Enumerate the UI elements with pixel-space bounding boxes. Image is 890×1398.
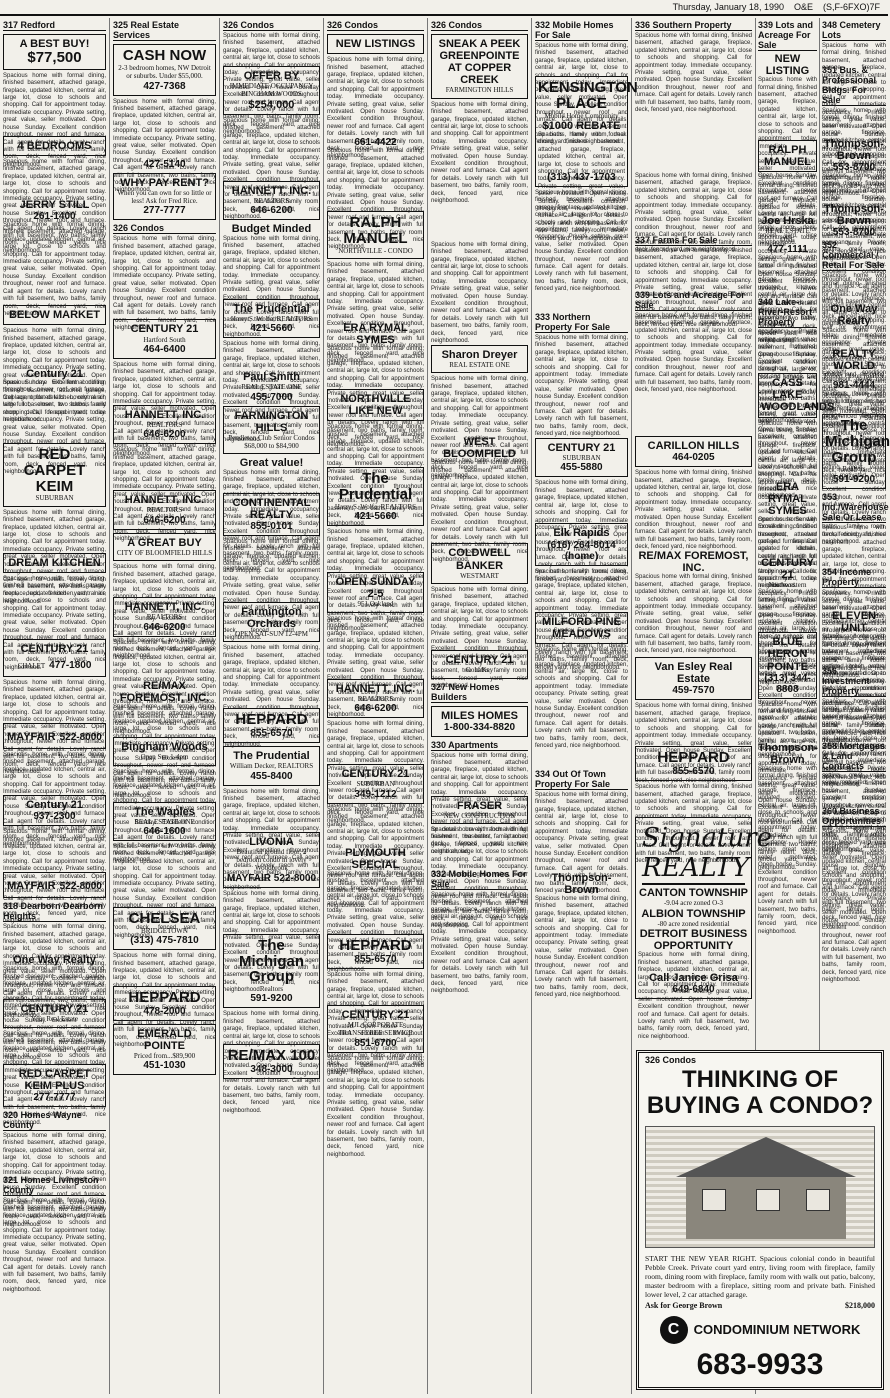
section-heading: 348 Cemetery Lots xyxy=(822,20,886,41)
section-heading: 332 Mobile Homes For Sale xyxy=(431,869,527,890)
section-heading: 333 Northern Property For Sale xyxy=(535,312,628,333)
listing-ad: The Waples REAL ESTATE ONE 646-1600 xyxy=(113,802,216,841)
listing-ad: WHY PAY RENT? When you can own for so little or less! Ask for Fred Rice. 277-7777 xyxy=(113,173,216,221)
listing-ad: FRASER NEW CONSTRUCTION xyxy=(431,796,528,824)
listing-ad: RED CARPET KEIM PLUS 277-7777 xyxy=(3,1064,106,1107)
listing-ad: The Prudential William Decker, REALTORS 455-8400 xyxy=(223,746,320,785)
section-heading: 351 Bus. & Professional Bldgs. For Sale xyxy=(822,65,886,106)
listing-ad: HANNETT, INC. REALTORS 646-6200 xyxy=(113,490,216,529)
listing-ad: CENTURY 21 Gold Key xyxy=(431,650,528,678)
signature-realty-ad: Signature REALTY CANTON TOWNSHIP -9.04 acre zoned O-3 ALBION TOWNSHIP -80 acre zoned residential DETROIT BUSINESS OPPORTUNITY Spacious home with formal dining, finished basement, attached garage, fireplace, updated kitchen, central air, large lot, close to schools and shopping. Call for appointment today. Immediate occupancy. Private setting, great value, seller motivated. Open house Sunday. Excellent condition throughout, newer roof and furnace. Call agent for details. Lovely ranch with full basement, two baths, family room, deck, fenced yard, nice neighborhood. Call Janice Grisa 649-6840 xyxy=(635,817,752,999)
section-heading: 326 Condos xyxy=(645,1055,697,1065)
listing-ad: CENTURY 21 Hartford South 464-6400 xyxy=(113,319,216,358)
column-4: 326 Condos NEW LISTINGS Spacious home with formal dining, finished basement, attached garage, fireplace, updated kitchen, central air, large lot, close to schools and shopping. Call for appointment today. Immediate occupancy. Private setting, great value, seller motivated. Open house Sunday. Excellent condition throughout, newer roof and furnace. Call agent for details. Lovely ranch with full basement, two baths, family room, deck, fenced yard, nice neighborhood. 661-4422 Spacious home with formal dining, finished basement, attached garage, fireplace, updated kitchen, central air, large lot, close to schools and shopping. Call for appointment today. Immediate occupancy. Private setting, great value, seller motivated. Open house Sunday. Excellent condition throughout, newer roof and furnace. Call agent for details. Lovely ranch with full basement, two baths, family room, deck, fenced yard, nice neighborhood. RALPH MANUEL NORTHVILLE - CONDO Spacious home with formal dining, finished basement, attached garage, fireplace, updated kitchen, central air, large lot, close to schools and shopping. Call for appointment today. Immediate occupancy. Private setting, great value, seller motivated. Open house Sunday. Excellent condition throughout, newer roof and furnace. Call agent for details. Lovely ranch with full basement, two baths, family room, deck, fenced yard, nice neighborhood. ERA RYMAL SYMES Spacious home with formal dining, finished basement, attached garage, fireplace, updated kitchen, central air, large lot, close to schools and shopping. Call for appointment today. Immediate occupancy. Private setting, great value, seller motivated. Open house Sunday. Excellent condition throughout, newer roof and furnace. Call agent for details. Lovely ranch with full basement, two baths, family room, deck, fenced yard, nice neighborhood. NORTHVILLE LIKE NEW Spacious home with formal dining, finished basement, attached garage, fireplace, updated kitchen, central air, large lot, close to schools and shopping. Call for appointment today. Immediate occupancy. Private setting, great value, seller motivated. Open house Sunday. Excellent condition throughout, newer roof and furnace. Call agent for details. Lovely ranch with full basement, two baths, family room, deck, fenced yard, nice neighborhood. The Prudential Harry S. Wolfe, REALTORS 421-5660 Spacious home with formal dining, finished basement, attached garage, fireplace, updated kitchen, central air, large lot, close to schools and shopping. Call for appointment today. Immediate occupancy. Private setting, great value, seller motivated. Open house Sunday. Excellent condition throughout, newer roof and furnace. Call agent for details. Lovely ranch with full basement, two baths, family room, deck, fenced yard, nice neighborhood. OPEN SUNDAY 2-5 951 Oakland Spacious home with formal dining, finished basement, attached garage, fireplace, updated kitchen, central air, large lot, close to schools and shopping. Call for appointment today. Immediate occupancy. Private setting, great value, seller motivated. Open house Sunday. Excellent condition throughout, newer roof and furnace. Call agent for details. Lovely ranch with full basement, two baths, family room, deck, fenced yard, nice neighborhood. HANNETT, INC. REALTORS 646-6200 Spacious home with formal dining, finished basement, attached garage, fireplace, updated kitchen, central air, large lot, close to schools and shopping. Call for appointment today. Immediate occupancy. Private setting, great value, seller motivated. Open house Sunday. Excellent condition throughout, newer roof and furnace. Call agent for details. Lovely ranch with full basement, two baths, family room, deck, fenced yard, nice neighborhood. CENTURY 21 SUBURBAN 349-1212 Spacious home with formal dining, finished basement, attached garage, fireplace, updated kitchen, central air, large lot, close to schools and shopping. Call for appointment today. Immediate occupancy. Private setting, great value, seller motivated. Open house Sunday. Excellent condition throughout, newer roof and furnace. Call agent for details. Lovely ranch with full basement, two baths, family room, deck, fenced yard, nice neighborhood. PLYMOUTH SPECIAL Spacious home with formal dining, finished basement, attached garage, fireplace, updated kitchen, central air, large lot, close to schools and shopping. Call for appointment today. Immediate occupancy. Private setting, great value, seller motivated. Open house Sunday. Excellent condition throughout, newer roof and furnace. Call agent for details. Lovely ranch with full basement, two baths, family room, deck, fenced yard, nice neighborhood. HEPPARD 855-6570 Spacious home with formal dining, finished basement, attached garage, fireplace, updated kitchen, central air, large lot, close to schools and shopping. Call for appointment today. Immediate occupancy. Private setting, great value, seller motivated. Open house Sunday. Excellent condition throughout, newer roof and furnace. Call agent for details. Lovely ranch with full basement, two baths, family room, deck, fenced yard, nice neighborhood. CENTURY 21 MJL CORPORATE TRANSFEREE SERVICE 851-6700 Spacious home with formal dining, finished basement, attached garage, fireplace, updated kitchen, central air, large lot, close to schools and shopping. Call for appointment today. Immediate occupancy. Private setting, great value, seller motivated. Open house Sunday. Excellent condition throughout, newer roof and furnace. Call agent for details. Lovely ranch with full basement, two baths, family room, deck, fenced yard, nice neighborhood. xyxy=(324,18,428,1394)
listing-ad: Farmington Orchards OPEN SAT-SUN 12-4PM xyxy=(223,602,320,643)
listing-ad: CASH NOW 2-3 bedroom homes, NW Detroit or suburbs. Under $55,000. 427-7368 xyxy=(113,44,216,96)
listing-ad: CENTURY 21 MJL CORPORATE TRANSFEREE SERVICE 851-6700 xyxy=(327,1005,424,1053)
listing-ad: CHELSEA BRIDGETOWN (313) 475-7810 xyxy=(113,907,216,950)
logo-icon: C xyxy=(660,1316,688,1344)
listing-ad: MILES HOMES 1-800-334-8820 xyxy=(431,706,528,737)
column-2: 325 Real Estate Services CASH NOW 2-3 bedroom homes, NW Detroit or suburbs. Under $55,000. 427-7368 Spacious home with formal dining, finished basement, attached garage, fireplace, updated kitchen, central air, large lot, close to schools and shopping. Call for appointment today. Immediate occupancy. Private setting, great value, seller motivated. Open house Sunday. Excellent condition throughout, newer roof and furnace. Call agent for details. Lovely ranch with full basement, two baths, family room, deck, fenced yard, nice neighborhood. 427-5140 WHY PAY RENT? When you can own for so little or less! Ask for Fred Rice. 277-7777 326 Condos Spacious home with formal dining, finished basement, attached garage, fireplace, updated kitchen, central air, large lot, close to schools and shopping. Call for appointment today. Immediate occupancy. Private setting, great value, seller motivated. Open house Sunday. Excellent condition throughout, newer roof and furnace. Call agent for details. Lovely ranch with full basement, two baths, family room, deck, fenced yard, nice neighborhood. CENTURY 21 Hartford South 464-6400 Spacious home with formal dining, finished basement, attached garage, fireplace, updated kitchen, central air, large lot, close to schools and shopping. Call for appointment today. Immediate occupancy. Private setting, great value, seller motivated. Open house Sunday. Excellent condition throughout, newer roof and furnace. Call agent for details. Lovely ranch with full basement, two baths, family room, deck, fenced yard, nice neighborhood. HANNETT, INC. REALTORS 646-6200 Spacious home with formal dining, finished basement, attached garage, fireplace, updated kitchen, central air, large lot, close to schools and shopping. Call for appointment today. Immediate occupancy. Private setting, great value, seller motivated. Open house Sunday. Excellent condition throughout, newer roof and furnace. Call agent for details. Lovely ranch with full basement, two baths, family room, deck, fenced yard, nice neighborhood. HANNETT, INC. REALTORS 646-6200 A GREAT BUY CITY OF BLOOMFIELD HILLS Spacious home with formal dining, finished basement, attached garage, fireplace, updated kitchen, central air, large lot, close to schools and shopping. Call for appointment today. Immediate occupancy. Private setting, great value, seller motivated. Open house Sunday. Excellent condition throughout, newer roof and furnace. Call agent for details. Lovely ranch with full basement, two baths, family room, deck, fenced yard, nice neighborhood. HANNETT, INC. REALTORS 646-6200 Spacious home with formal dining, finished basement, attached garage, fireplace, updated kitchen, central air, large lot, close to schools and shopping. Call for appointment today. Immediate occupancy. Private setting, great value, seller motivated. Open house Sunday. Excellent condition throughout, newer roof and furnace. Call agent for details. Lovely ranch with full basement, two baths, family room, deck, fenced yard, nice neighborhood. RE/MAX FOREMOST, INC. Spacious home with formal dining, finished basement, attached garage, fireplace, updated kitchen, central air, large lot, close to schools and shopping. Call for appointment today. Immediate occupancy. Private setting, great value, seller motivated. Open house Sunday. Excellent condition throughout, newer roof and furnace. Call agent for details. Lovely ranch with full basement, two baths, family room, deck, fenced yard, nice neighborhood. Bingham Woods Open Sun 1-4pm Spacious home with formal dining, finished basement, attached garage, fireplace, updated kitchen, central air, large lot, close to schools and shopping. Call for appointment today. Immediate occupancy. Private setting, great value, seller motivated. Open house Sunday. Excellent condition throughout, newer roof and furnace. Call agent for details. Lovely ranch with full basement, two baths, family room, deck, fenced yard, nice neighborhood. The Waples REAL ESTATE ONE 646-1600 Spacious home with formal dining, finished basement, attached garage, fireplace, updated kitchen, central air, large lot, close to schools and shopping. Call for appointment today. Immediate occupancy. Private setting, great value, seller motivated. Open house Sunday. Excellent condition throughout, newer roof and furnace. Call agent for details. Lovely ranch with full basement, two baths, family room, deck, fenced yard, nice neighborhood. CHELSEA BRIDGETOWN (313) 475-7810 Spacious home with formal dining, finished basement, attached garage, fireplace, updated kitchen, central air, large lot, close to schools and shopping. Call for appointment today. Immediate occupancy. Private setting, great value, seller motivated. Open house Sunday. Excellent condition throughout, newer roof and furnace. Call agent for details. Lovely ranch with full basement, two baths, family room, deck, fenced yard, nice neighborhood. HEPPARD 478-2000 EMERALD POINTE Priced from...$89,900 451-1030 xyxy=(110,18,220,1394)
listing-ad: Van Esley Real Estate 459-7570 xyxy=(635,657,752,700)
listing-ad: CENTURY 21 SUBURBAN 455-5880 xyxy=(535,438,628,477)
agent-name: JERRY STILL xyxy=(19,198,90,211)
listing-ad: HEPPARD 855-6570 xyxy=(223,708,320,743)
listing-ad: Sharon Dreyer REAL ESTATE ONE xyxy=(431,345,528,373)
section-heading: 353 Ind./Warehouse Sale Or Lease xyxy=(822,491,889,522)
column-3: 326 Condos Spacious home with formal dining, finished basement, attached garage, fireplace, updated kitchen, central air, large lot, close to schools and shopping. Call for appointment today. Immediate occupancy. Private setting, great value, seller motivated. Open house Sunday. Excellent condition throughout, newer roof and furnace. Call agent for details. Lovely ranch with full basement, two baths, family room, deck, fenced yard, nice neighborhood. OFFER BY IMMEDIATE OCCUPANCY BINGHAM WOODS $254,000 Spacious home with formal dining, finished basement, attached garage, fireplace, updated kitchen, central air, large lot, close to schools and shopping. Call for appointment today. Immediate occupancy. Private setting, great value, seller motivated. Open house Sunday. Excellent condition throughout, newer roof and furnace. Call agent for details. Lovely ranch with full basement, two baths, family room, deck, fenced yard, nice neighborhood. HANNETT, INC. REALTORS 646-6200 Budget Minded Spacious home with formal dining, finished basement, attached garage, fireplace, updated kitchen, central air, large lot, close to schools and shopping. Call for appointment today. Immediate occupancy. Private setting, great value, seller motivated. Open house Sunday. Excellent condition throughout, newer roof and furnace. Call agent for details. Lovely ranch with full basement, two baths, family room, deck, fenced yard, nice neighborhood. The Prudential Harry S. Wolfe, REALTORS 421-5660 Spacious home with formal dining, finished basement, attached garage, fireplace, updated kitchen, central air, large lot, close to schools and shopping. Call for appointment today. Immediate occupancy. Private setting, great value, seller motivated. Open house Sunday. Excellent condition throughout, newer roof and furnace. Call agent for details. Lovely ranch with full basement, two baths, family room, deck, fenced yard, nice neighborhood. Paul Smith REAL ESTATE ONE 455-7000 FARMINGTON HILLS Pendleton Club Senior Condos $68,000 to $84,900 Great value! Spacious home with formal dining, finished basement, attached garage, fireplace, updated kitchen, central air, large lot, close to schools and shopping. Call for appointment today. Immediate occupancy. Private setting, great value, seller motivated. Open house Sunday. Excellent condition throughout, newer roof and furnace. Call agent for details. Lovely ranch with full basement, two baths, family room, deck, fenced yard, nice neighborhood. CONTINENTAL REALTY 855-0101 Spacious home with formal dining, finished basement, attached garage, fireplace, updated kitchen, central air, large lot, close to schools and shopping. Call for appointment today. Immediate occupancy. Private setting, great value, seller motivated. Open house Sunday. Excellent condition throughout, newer roof and furnace. Call agent for details. Lovely ranch with full basement, two baths, family room, deck, fenced yard, nice neighborhood. Farmington Orchards OPEN SAT-SUN 12-4PM Spacious home with formal dining, finished basement, attached garage, fireplace, updated kitchen, central air, large lot, close to schools and shopping. Call for appointment today. Immediate occupancy. Private setting, great value, seller motivated. Open house Sunday. Excellent condition throughout, newer roof and furnace. Call agent for details. Lovely ranch with full basement, two baths, family room, deck, fenced yard, nice neighborhood. HEPPARD 855-6570 The Prudential William Decker, REALTORS 455-8400 Spacious home with formal dining, finished basement, attached garage, fireplace, updated kitchen, central air, large lot, close to schools and shopping. Call for appointment today. Immediate occupancy. Private setting, great value, seller motivated. Open house Sunday. Excellent condition throughout, newer roof and furnace. Call agent for details. Lovely ranch with full basement, two baths, family room, deck, fenced yard, nice neighborhood. LIVONIA Beautiful ground floor, 2 bedroom condo in lovely Woodbrook MAYFAIR 522-8000 Spacious home with formal dining, finished basement, attached garage, fireplace, updated kitchen, central air, large lot, close to schools and shopping. Call for appointment today. Immediate occupancy. Private setting, great value, seller motivated. Open house Sunday. Excellent condition throughout, newer roof and furnace. Call agent for details. Lovely ranch with full basement, two baths, family room, deck, fenced yard, nice neighborhood. The Michigan Group Realtors 591-9200 Spacious home with formal dining, finished basement, attached garage, fireplace, updated kitchen, central air, large lot, close to schools and shopping. Call for appointment today. Immediate occupancy. Private setting, great value, seller motivated. Open house Sunday. Excellent condition throughout, newer roof and furnace. Call agent for details. Lovely ranch with full basement, two baths, family room, deck, fenced yard, nice neighborhood. RE/MAX 100 348-3000 xyxy=(220,18,324,1394)
section-heading: 326 Condos xyxy=(431,20,528,31)
column-8a: 339 Lots and Acreage For Sale NEW LISTING Spacious home with formal dining, finished basement, attached garage, fireplace, updated kitchen, central air, large lot, close to schools and shopping. Call for appointment today. Immediate occupancy. Private setting, great value, seller motivated. Open house Sunday. Excellent condition throughout, newer roof and furnace. Call agent for details. Lovely ranch with full basement, two baths, family room, deck, fenced yard, nice neighborhood. RALPH MANUEL Spacious home with formal dining, finished basement, attached garage, fireplace, updated kitchen, central air, large lot, close to schools and shopping. Call for appointment today. Immediate occupancy. Private setting, great value, seller motivated. Open house Sunday. Excellent condition throughout, newer roof and furnace. Call agent for details. Lovely ranch with full basement, two baths, family room, deck, fenced yard, nice neighborhood. Joe Hrska REAL ESTATE ONE 477-1111 Spacious home with formal dining, finished basement, attached garage, fireplace, updated kitchen, central air, large lot, close to schools and shopping. Call for appointment today. Immediate occupancy. Private setting, great value, seller motivated. Open house Sunday. Excellent condition throughout, newer roof and furnace. Call agent for details. Lovely ranch with full basement, two baths, family room, deck, fenced yard, nice neighborhood. 340 Lake-River-Resort Property Spacious home with formal dining, finished basement, attached garage, fireplace, updated kitchen, central air, large lot, close to schools and shopping. Call for appointment today. Immediate occupancy. Private setting, great value, seller motivated. Open house Sunday. Excellent condition throughout, newer roof and furnace. Call agent for details. Lovely ranch with full basement, two baths, family room, deck, fenced yard, nice neighborhood. CASS LAKE WOODLANDS Spacious home with formal dining, finished basement, attached garage, fireplace, updated kitchen, central air, large lot, close to schools and shopping. Call for appointment today. Immediate occupancy. Private setting, great value, seller motivated. Open house Sunday. Excellent condition throughout, newer roof and furnace. Call agent for details. Lovely ranch with full basement, two baths, family room, deck, fenced yard, nice neighborhood. ERA RYMAL SYMES Spacious home with formal dining, finished basement, attached garage, fireplace, updated kitchen, central air, large lot, close to schools and shopping. Call for appointment today. Immediate occupancy. Private setting, great value, seller motivated. Open house Sunday. Excellent condition throughout, newer roof and furnace. Call agent for details. Lovely ranch with full basement, two baths, family room, deck, fenced yard, nice neighborhood. CENTURY 21 Northwestern Spacious home with formal dining, finished basement, attached garage, fireplace, updated kitchen, central air, large lot, close to schools and shopping. Call for appointment today. Immediate occupancy. Private setting, great value, seller motivated. Open house Sunday. Excellent condition throughout, newer roof and furnace. Call agent for details. Lovely ranch with full basement, two baths, family room, deck, fenced yard, nice neighborhood. BLUE HERON POINTE (313) 344-8808 Spacious home with formal dining, finished basement, attached garage, fireplace, updated kitchen, central air, large lot, close to schools and shopping. Call for appointment today. Immediate occupancy. Private setting, great value, seller motivated. Open house Sunday. Excellent condition throughout, newer roof and furnace. Call agent for details. Lovely ranch with full basement, two baths, family room, deck, fenced yard, nice neighborhood. Thompson-Brown Spacious home with formal dining, finished basement, attached garage, fireplace, updated kitchen, central air, large lot, close to schools and shopping. Call for appointment today. Immediate occupancy. Private setting, great value, seller motivated. Open house Sunday. Excellent condition throughout, newer roof and furnace. Call agent for details. Lovely ranch with full basement, two baths, family room, deck, fenced yard, nice neighborhood. xyxy=(756,18,820,1054)
section-heading: 352 Commercial / Retail For Sale xyxy=(822,240,885,271)
section-heading: 337 Farms For Sale xyxy=(635,235,752,246)
listing-ad: LIVONIA Beautiful ground floor, 2 bedroom condo in lovely Woodbrook MAYFAIR 522-8000 xyxy=(223,832,320,888)
listing-ad: The Prudential Harry S. Wolfe, REALTORS 421-5660 xyxy=(223,299,320,338)
section-heading: 354 Income Property xyxy=(822,567,886,588)
listing-ad: Bingham Woods Open Sun 1-4pm xyxy=(113,737,216,765)
section-heading: 326 Condos xyxy=(327,20,424,31)
section-heading: 339 Lots and Acreage For Sale xyxy=(758,20,817,51)
signature-logo: Signature REALTY xyxy=(642,823,773,884)
listing-ad: RALPH MANUEL xyxy=(758,140,817,172)
listing-ad: MAYFAIR 522-8000 xyxy=(3,723,106,749)
listing-ad: Century 21 937-2300 xyxy=(3,795,106,826)
listing-ad: The Michigan Group Realtors 591-9200 xyxy=(223,934,320,1009)
ad-agent: Ask for George Brown xyxy=(645,1300,723,1310)
column-7: 336 Southern Property Spacious home with formal dining, finished basement, attached garage, fireplace, updated kitchen, central air, large lot, close to schools and shopping. Call for appointment today. Immediate occupancy. Private setting, great value, seller motivated. Open house Sunday. Excellent condition throughout, newer roof and furnace. Call agent for details. Lovely ranch with full basement, two baths, family room, deck, fenced yard, nice neighborhood. Spacious home with formal dining, finished basement, attached garage, fireplace, updated kitchen, central air, large lot, close to schools and shopping. Call for appointment today. Immediate occupancy. Private setting, great value, seller motivated. Open house Sunday. Excellent condition throughout, newer roof and furnace. Call agent for details. Lovely ranch with full basement, two baths, family room, deck, fenced yard, nice neighborhood. 337 Farms For Sale Spacious home with formal dining, finished basement, attached garage, fireplace, updated kitchen, central air, large lot, close to schools and shopping. Call for appointment today. Immediate occupancy. Private setting, great value, seller motivated. Open house Sunday. Excellent condition throughout, newer roof and furnace. Call agent for details. Lovely ranch with full basement, two baths, family room, deck, fenced yard, nice neighborhood. 339 Lots and Acreage For Sale Spacious home with formal dining, finished basement, attached garage, fireplace, updated kitchen, central air, large lot, close to schools and shopping. Call for appointment today. Immediate occupancy. Private setting, great value, seller motivated. Open house Sunday. Excellent condition throughout, newer roof and furnace. Call agent for details. Lovely ranch with full basement, two baths, family room, deck, fenced yard, nice neighborhood. CARILLON HILLS 464-0205 Spacious home with formal dining, finished basement, attached garage, fireplace, updated kitchen, central air, large lot, close to schools and shopping. Call for appointment today. Immediate occupancy. Private setting, great value, seller motivated. Open house Sunday. Excellent condition throughout, newer roof and furnace. Call agent for details. Lovely ranch with full basement, two baths, family room, deck, fenced yard, nice neighborhood. RE/MAX FOREMOST, INC. Spacious home with formal dining, finished basement, attached garage, fireplace, updated kitchen, central air, large lot, close to schools and shopping. Call for appointment today. Immediate occupancy. Private setting, great value, seller motivated. Open house Sunday. Excellent condition throughout, newer roof and furnace. Call agent for details. Lovely ranch with full basement, two baths, family room, deck, fenced yard, nice neighborhood. Van Esley Real Estate 459-7570 Spacious home with formal dining, finished basement, attached garage, fireplace, updated kitchen, central air, large lot, close to schools and shopping. Call for appointment today. Immediate occupancy. Private setting, great value, seller motivated. Open house Sunday. Excellent condition throughout, newer roof and furnace. Call agent for details. Lovely ranch with full basement, two baths, family room, deck, fenced yard, nice neighborhood. HEPPARD 855-6570 Spacious home with formal dining, finished basement, attached garage, fireplace, updated kitchen, central air, large lot, close to schools and shopping. Call for appointment today. Immediate occupancy. Private setting, great value, seller motivated. Open house Sunday. Excellent condition throughout, newer roof and furnace. Call agent for details. Lovely ranch with full basement, two baths, family room, deck, fenced yard, nice neighborhood. Signature REALTY CANTON TOWNSHIP -9.04 acre zoned O-3 ALBION TOWNSHIP -80 acre zoned residential DETROIT BUSINESS OPPORTUNITY Spacious home with formal dining, finished basement, attached garage, fireplace, updated kitchen, central air, large lot, close to schools and shopping. Call for appointment today. Immediate occupancy. Private setting, great value, seller motivated. Open house Sunday. Excellent condition throughout, newer roof and furnace. Call agent for details. Lovely ranch with full basement, two baths, family room, deck, fenced yard, nice neighborhood. Call Janice Grisa 649-6840 xyxy=(632,18,756,1394)
listing-ad: DREAM KITCHEN xyxy=(3,553,106,573)
ad-price: $218,000 xyxy=(845,1300,875,1310)
listing-ad: OFFER BY IMMEDIATE OCCUPANCY BINGHAM WOODS $254,000 xyxy=(223,66,320,115)
listing-ad: NORTHVILLE LIKE NEW xyxy=(327,389,424,421)
section-heading: 326 Condos xyxy=(113,223,216,234)
listing-ad: OPEN SUNDAY 2-5 951 Oakland xyxy=(327,572,424,613)
listing-ad: Elk Rapids (616) 264-8014 (home) xyxy=(535,523,628,565)
section-heading: 330 Apartments xyxy=(431,740,528,751)
section-heading: 321 Homes Livingston County xyxy=(3,1175,106,1196)
listing-ad: COLDWELL BANKER WESTMART xyxy=(431,543,528,584)
column-8b: 348 Cemetery Lots Spacious home with formal dining, finished basement, attached garage, fireplace, updated kitchen, central air, large lot, close to schools and shopping. Call for appointment today. Immediate occupancy. Private setting, great value, seller motivated. Open house Sunday. Excellent condition throughout, newer roof and furnace. Call agent for details. Lovely ranch with full basement, two baths, family room, deck, fenced yard, nice neighborhood. 351 Bus. & Professional Bldgs. For Sale Spacious home with formal dining, finished basement, attached garage, fireplace, updated kitchen, central air, large lot, close to schools and shopping. Call for appointment today. Immediate occupancy. Private setting, great value, seller motivated. Open house Sunday. Excellent condition throughout, newer roof and furnace. Call agent for details. Lovely ranch with full basement, two baths, family room, deck, fenced yard, nice neighborhood. Thompson-Brown 553-8700 Spacious home with formal dining, finished basement, attached garage, fireplace, updated kitchen, central air, large lot, close to schools and shopping. Call for appointment today. Immediate occupancy. Private setting, great value, seller motivated. Open house Sunday. Excellent condition throughout, newer roof and furnace. Call agent for details. Lovely ranch with full basement, two baths, family room, deck, fenced yard, nice neighborhood. Thompson-Brown 553-8700 352 Commercial / Retail For Sale Spacious home with formal dining, finished basement, attached garage, fireplace, updated kitchen, central air, large lot, close to schools and shopping. Call for appointment today. Immediate occupancy. Private setting, great value, seller motivated. Open house Sunday. Excellent condition throughout, newer roof and furnace. Call agent for details. Lovely ranch with full basement, two baths, family room, deck, fenced yard, nice neighborhood. One Way Realty Spacious home with formal dining, finished basement, attached garage, fireplace, updated kitchen, central air, large lot, close to schools and shopping. Call for appointment today. Immediate occupancy. Private setting, great value, seller motivated. Open house Sunday. Excellent condition throughout, newer roof and furnace. Call agent for details. Lovely ranch with full basement, two baths, family room, deck, fenced yard, nice neighborhood. REALTY WORLD Robert Olson Realtor 981-4444 Spacious home with formal dining, finished basement, attached garage, fireplace, updated kitchen, central air, large lot, close to schools and shopping. Call for appointment today. Immediate occupancy. Private setting, great value, seller motivated. Open house Sunday. Excellent condition throughout, newer roof and furnace. Call agent for details. Lovely ranch with full basement, two baths, family room, deck, fenced yard, nice neighborhood. The Michigan Group Realtors 591-9200 353 Ind./Warehouse Sale Or Lease Spacious home with formal dining, finished basement, attached garage, fireplace, updated kitchen, central air, large lot, close to schools and shopping. Call for appointment today. Immediate occupancy. Private setting, great value, seller motivated. Open house Sunday. Excellent condition throughout, newer roof and furnace. Call agent for details. Lovely ranch with full basement, two baths, family room, deck, fenced yard, nice neighborhood. 354 Income Property Spacious home with formal dining, finished basement, attached garage, fireplace, updated kitchen, central air, large lot, close to schools and shopping. Call for appointment today. Immediate occupancy. Private setting, great value, seller motivated. Open house Sunday. Excellent condition throughout, newer roof and furnace. Call agent for details. Lovely ranch with full basement, two baths, family room, deck, fenced yard, nice neighborhood. ELEVEN UNIT Spacious home with formal dining, finished basement, attached garage, fireplace, updated kitchen, central air, large lot, close to schools and shopping. Call for appointment today. Immediate occupancy. Private setting, great value, seller motivated. Open house Sunday. Excellent condition throughout, newer roof and furnace. Call agent for details. Lovely ranch with full basement, two baths, family room, deck, fenced yard, nice neighborhood. 356 Investment Property Spacious home with formal dining, finished basement, attached garage, fireplace, updated kitchen, central air, large lot, close to schools and shopping. Call for appointment today. Immediate occupancy. Private setting, great value, seller motivated. Open house Sunday. Excellent condition throughout, newer roof and furnace. Call agent for details. Lovely ranch with full basement, two baths, family room, deck, fenced yard, nice neighborhood. 358 Mortgages & Land Contracts Spacious home with formal dining, finished basement, attached garage, fireplace, updated kitchen, central air, large lot, close to schools and shopping. Call for appointment today. Immediate occupancy. Private setting, great value, seller motivated. Open house Sunday. Excellent condition throughout, newer roof and furnace. Call agent for details. Lovely ranch with full basement, two baths, family room, deck, fenced yard, nice neighborhood. 360 Business Opportunities Spacious home with formal dining, finished basement, attached garage, fireplace, updated kitchen, central air, large lot, close to schools and shopping. Call for appointment today. Immediate occupancy. Private setting, great value, seller motivated. Open house Sunday. Excellent condition throughout, newer roof and furnace. Call agent for details. Lovely ranch with full basement, two baths, family room, deck, fenced yard, nice neighborhood. xyxy=(820,18,888,1054)
ad-phone: 683-9933 xyxy=(696,1347,824,1381)
header-rule xyxy=(0,14,888,16)
listing-ad: RED CARPET KEIM SUBURBAN xyxy=(3,443,106,507)
listing-ad: SNEAK A PEEK GREENPOINTE AT COPPER CREEK FARMINGTON HILLS xyxy=(431,34,528,99)
listing-ad: The Michigan Group Realtors 591-9200 xyxy=(822,414,886,489)
listing-ad: EMERALD POINTE Priced from...$89,900 451-1030 xyxy=(113,1024,216,1076)
listing-ad: BELOW MARKET xyxy=(3,305,106,325)
section-heading: 332 Mobile Homes For Sale xyxy=(535,20,628,41)
listing-ad: HEPPARD 478-2000 xyxy=(113,986,216,1021)
section-heading: 317 Redford xyxy=(3,20,106,31)
masthead xyxy=(0,0,888,14)
listing-ad: HANNETT, INC. REALTORS 646-6200 xyxy=(223,181,320,220)
listing-ad: HANNETT, INC. REALTORS 646-6200 xyxy=(113,405,216,444)
condo-photo xyxy=(645,1126,875,1248)
section-heading: 340 Lake-River-Resort Property xyxy=(758,297,817,328)
listing-ad: HANNETT, INC. REALTORS 646-6200 xyxy=(113,597,216,636)
condominium-network-ad xyxy=(636,1050,884,1390)
listing-ad: KENSINGTON PLACE Mobile Home Community $1000 REBATE Spacious home with formal dining, finished basement, attached garage, fireplace, updated kitchen, central air, large lot, close to schools and shopping. Call for appointment today. Immediate occupancy. Private setting, great value, seller motivated. Open house Sunday. Excellent condition throughout, newer roof and furnace. Call agent for details. Lovely ranch with full basement, two baths, family room, deck, fenced yard, nice neighborhood. (313) 437-1703 xyxy=(535,76,628,187)
listing-ad: CASS LAKE WOODLANDS xyxy=(758,373,817,417)
section-heading: 334 Out Of Town Property For Sale xyxy=(535,769,628,790)
condominium-network-logo: C CONDOMINIUM NETWORK xyxy=(645,1316,875,1344)
listing-ad: CARILLON HILLS 464-0205 xyxy=(635,436,752,467)
listing-ad: HANNETT, INC. REALTORS 646-6200 xyxy=(327,679,424,718)
listing-ad: The Prudential Harry S. Wolfe, REALTORS 421-5660 xyxy=(327,467,424,526)
column-5: 326 Condos SNEAK A PEEK GREENPOINTE AT COPPER CREEK FARMINGTON HILLS Spacious home with formal dining, finished basement, attached garage, fireplace, updated kitchen, central air, large lot, close to schools and shopping. Call for appointment today. Immediate occupancy. Private setting, great value, seller motivated. Open house Sunday. Excellent condition throughout, newer roof and furnace. Call agent for details. Lovely ranch with full basement, two baths, family room, deck, fenced yard, nice neighborhood. Spacious home with formal dining, finished basement, attached garage, fireplace, updated kitchen, central air, large lot, close to schools and shopping. Call for appointment today. Immediate occupancy. Private setting, great value, seller motivated. Open house Sunday. Excellent condition throughout, newer roof and furnace. Call agent for details. Lovely ranch with full basement, two baths, family room, deck, fenced yard, nice neighborhood. Sharon Dreyer REAL ESTATE ONE Spacious home with formal dining, finished basement, attached garage, fireplace, updated kitchen, central air, large lot, close to schools and shopping. Call for appointment today. Immediate occupancy. Private setting, great value, seller motivated. Open house Sunday. Excellent condition throughout, newer roof and furnace. Call agent for details. Lovely ranch with full basement, two baths, family room, deck, fenced yard, nice neighborhood. WEST BLOOMFIELD Spacious home with formal dining, finished basement, attached garage, fireplace, updated kitchen, central air, large lot, close to schools and shopping. Call for appointment today. Immediate occupancy. Private setting, great value, seller motivated. Open house Sunday. Excellent condition throughout, newer roof and furnace. Call agent for details. Lovely ranch with full basement, two baths, family room, deck, fenced yard, nice neighborhood. COLDWELL BANKER WESTMART Spacious home with formal dining, finished basement, attached garage, fireplace, updated kitchen, central air, large lot, close to schools and shopping. Call for appointment today. Immediate occupancy. Private setting, great value, seller motivated. Open house Sunday. Excellent condition throughout, newer roof and furnace. Call agent for details. Lovely ranch with full basement, two baths, family room, deck, fenced yard, nice neighborhood. CENTURY 21 Gold Key 327 New Homes Builders MILES HOMES 1-800-334-8820 330 Apartments Spacious home with formal dining, finished basement, attached garage, fireplace, updated kitchen, central air, large lot, close to schools and shopping. Call for appointment today. Immediate occupancy. Private setting, great value, seller motivated. Open house Sunday. Excellent condition throughout, newer roof and furnace. Call agent for details. Lovely ranch with full basement, two baths, family room, deck, fenced yard, nice neighborhood. FRASER NEW CONSTRUCTION Spacious home with formal dining, finished basement, attached garage, fireplace, updated kitchen, central air, large lot, close to schools and shopping. Call for appointment today. Immediate occupancy. Private setting, great value, seller motivated. Open house Sunday. Excellent condition throughout, newer roof and furnace. Call agent for details. Lovely ranch with full basement, two baths, family room, deck, fenced yard, nice neighborhood. 332 Mobile Homes For Sale Spacious home with formal dining, finished basement, attached garage, fireplace, updated kitchen, central air, large lot, close to schools and shopping. Call for appointment today. Immediate occupancy. Private setting, great value, seller motivated. Open house Sunday. Excellent condition throughout, newer roof and furnace. Call agent for details. Lovely ranch with full basement, two baths, family room, deck, fenced yard, nice neighborhood. xyxy=(428,18,532,1394)
listing-ad: HEPPARD 855-6570 xyxy=(327,934,424,969)
listing-ad: 4 BEDROOMS xyxy=(3,136,106,156)
listing-ad: HEPPARD 855-6570 xyxy=(635,746,752,781)
ad-headline: THINKING OF BUYING A CONDO? xyxy=(646,1066,874,1120)
listing-ad: CENTURY 21 Your Real Estate xyxy=(3,999,106,1027)
edition: O&E xyxy=(793,2,813,12)
listing-ad: FARMINGTON HILLS Pendleton Club Senior Condos $68,000 to $84,900 xyxy=(223,406,320,455)
listing-ad: MILFORD PINE MEADOWS xyxy=(535,612,628,644)
listing-ad: CENTURY 21 SUBURBAN 349-1212 xyxy=(327,764,424,803)
listing-ad: RALPH MANUEL NORTHVILLE - CONDO xyxy=(327,211,424,259)
listing-ad: BLUE HERON POINTE (313) 344-8808 xyxy=(758,632,817,698)
listing-ad: MAYFAIR 522-8000 xyxy=(3,872,106,898)
section-heading: 358 Mortgages & Land Contracts xyxy=(822,740,886,771)
section-heading: 356 Investment Property xyxy=(822,666,886,697)
listing-ad: RE/MAX 100 348-3000 xyxy=(223,1044,320,1079)
section-heading: 325 Real Estate Services xyxy=(113,20,216,41)
section-heading: 360 Business Opportunities xyxy=(822,806,886,827)
page-code: (S,F-6FXO)7F xyxy=(822,2,880,12)
section-heading: 336 Southern Property xyxy=(635,20,752,31)
section-heading: 318 Dearborn Dearborn Heights xyxy=(3,901,106,922)
listing-ad: NEW LISTINGS xyxy=(327,34,424,54)
section-heading: 320 Homes Wayne County xyxy=(3,1110,106,1131)
section-heading: 327 New Homes Builders xyxy=(431,682,528,703)
section-heading: 339 Lots and Acreage For Sale xyxy=(635,290,752,311)
column-1: 317 Redford A BEST BUY! $77,500 Spacious home with formal dining, finished basement, attached garage, fireplace, updated kitchen, central air, large lot, close to schools and shopping. Call for appointment today. Immediate occupancy. Private setting, great value, seller motivated. Open house Sunday. Excellent condition throughout, newer roof and furnace. Call agent for details. Lovely ranch with full basement, two baths, family room, deck, fenced yard, nice neighborhood. 4 BEDROOMS Spacious home with formal dining, finished basement, attached garage, fireplace, updated kitchen, central air, large lot, close to schools and shopping. Call for appointment today. Immediate occupancy. Private setting, great value, seller motivated. Open house Sunday. Excellent condition throughout, newer roof and furnace. Call agent for details. Lovely ranch with full basement, two baths, family room, deck, fenced yard, nice neighborhood. JERRY STILL 261-1400 Spacious home with formal dining, finished basement, attached garage, fireplace, updated kitchen, central air, large lot, close to schools and shopping. Call for appointment today. Immediate occupancy. Private setting, great value, seller motivated. Open house Sunday. Excellent condition throughout, newer roof and furnace. Call agent for details. Lovely ranch with full basement, two baths, family room, deck, fenced yard, nice neighborhood. BELOW MARKET Spacious home with formal dining, finished basement, attached garage, fireplace, updated kitchen, central air, large lot, close to schools and shopping. Call for appointment today. Immediate occupancy. Private setting, great value, seller motivated. Open house Sunday. Excellent condition throughout, newer roof and furnace. Call agent for details. Lovely ranch with full basement, two baths, family room, deck, fenced yard, nice neighborhood. Century 21 Spacious home with formal dining, finished basement, attached garage, fireplace, updated kitchen, central air, large lot, close to schools and shopping. Call for appointment today. Immediate occupancy. Private setting, great value, seller motivated. Open house Sunday. Excellent condition throughout, newer roof and furnace. Call agent for details. Lovely ranch with full basement, two baths, family room, deck, fenced yard, nice neighborhood. RED CARPET KEIM SUBURBAN Spacious home with formal dining, finished basement, attached garage, fireplace, updated kitchen, central air, large lot, close to schools and shopping. Call for appointment today. Immediate occupancy. Private setting, great value, seller motivated. Open house Sunday. Excellent condition throughout, newer roof and furnace. Call agent for details. Lovely ranch with full basement, two baths, family room, deck, fenced yard, nice neighborhood. DREAM KITCHEN Spacious home with formal dining, finished basement, attached garage, fireplace, updated kitchen, central air, large lot, close to schools and shopping. Call for appointment today. Immediate occupancy. Private setting, great value, seller motivated. Open house Sunday. Excellent condition throughout, newer roof and furnace. Call agent for details. Lovely ranch with full basement, two baths, family room, deck, fenced yard, nice neighborhood. CENTURY 21 CHALET 477-1800 Spacious home with formal dining, finished basement, attached garage, fireplace, updated kitchen, central air, large lot, close to schools and shopping. Call for appointment today. Immediate occupancy. Private setting, great value, seller motivated. Open house Sunday. Excellent condition throughout, newer roof and furnace. Call agent for details. Lovely ranch with full basement, two baths, family room, deck, fenced yard, nice neighborhood. MAYFAIR 522-8000 Spacious home with formal dining, finished basement, attached garage, fireplace, updated kitchen, central air, large lot, close to schools and shopping. Call for appointment today. Immediate occupancy. Private setting, great value, seller motivated. Open house Sunday. Excellent condition throughout, newer roof and furnace. Call agent for details. Lovely ranch with full basement, two baths, family room, deck, fenced yard, nice neighborhood. Century 21 937-2300 Spacious home with formal dining, finished basement, attached garage, fireplace, updated kitchen, central air, large lot, close to schools and shopping. Call for appointment today. Immediate occupancy. Private setting, great value, seller motivated. Open house Sunday. Excellent condition throughout, newer roof and furnace. Call agent for details. Lovely ranch with full basement, two baths, family room, deck, fenced yard, nice neighborhood. MAYFAIR 522-8000 318 Dearborn Dearborn Heights Spacious home with formal dining, finished basement, attached garage, fireplace, updated kitchen, central air, large lot, close to schools and shopping. Call for appointment today. Immediate occupancy. Private setting, great value, seller motivated. Open house Sunday. Excellent condition throughout, newer roof and furnace. Call agent for details. Lovely ranch with full basement, two baths, family room, deck, fenced yard, nice neighborhood. One Way Realty Spacious home with formal dining, finished basement, attached garage, fireplace, updated kitchen, central air, large lot, close to schools and shopping. Call for appointment today. Immediate occupancy. Private setting, great value, seller motivated. Open house Sunday. Excellent condition throughout, newer roof and furnace. Call agent for details. Lovely ranch with full basement, two baths, family room, deck, fenced yard, nice neighborhood. CENTURY 21 Your Real Estate Spacious home with formal dining, finished basement, attached garage, fireplace, updated kitchen, central air, large lot, close to schools and shopping. Call for appointment today. Immediate occupancy. Private setting, great value, seller motivated. Open house Sunday. Excellent condition throughout, newer roof and furnace. Call agent for details. Lovely ranch with full basement, two baths, family room, deck, fenced yard, nice neighborhood. RED CARPET KEIM PLUS 277-7777 320 Homes Wayne County Spacious home with formal dining, finished basement, attached garage, fireplace, updated kitchen, central air, large lot, close to schools and shopping. Call for appointment today. Immediate occupancy. Private setting, great value, seller motivated. Open house Sunday. Excellent condition throughout, newer roof and furnace. Call agent for details. Lovely ranch with full basement, two baths, family room, deck, fenced yard, nice neighborhood. 321 Homes Livingston County Spacious home with formal dining, finished basement, attached garage, fireplace, updated kitchen, central air, large lot, close to schools and shopping. Call for appointment today. Immediate occupancy. Private setting, great value, seller motivated. Open house Sunday. Excellent condition throughout, newer roof and furnace. Call agent for details. Lovely ranch with full basement, two baths, family room, deck, fenced yard, nice neighborhood. xyxy=(0,18,110,1394)
listing-ad: A BEST BUY! $77,500 xyxy=(3,34,106,70)
ad-body: START THE NEW YEAR RIGHT. Spacious colonial condo in beautiful Pebble Creek. Private court yard entry, living room with fireplace, family room, dining room with fireplace, family room with walk out patio, balcony, master bedroom with a fireplace, sitting room and private bath. Finished lower level, 2 car attached garage. xyxy=(645,1253,875,1299)
listing-ad: CENTURY 21 CHALET 477-1800 xyxy=(3,639,106,677)
column-6: 332 Mobile Homes For Sale Spacious home with formal dining, finished basement, attached garage, fireplace, updated kitchen, central air, large lot, close to schools and shopping. Call for appointment today. Immediate occupancy. Private setting, great value, seller motivated. Open house Sunday. Excellent condition throughout, newer roof and furnace. Call agent for details. Lovely ranch with full basement, two baths, family room, deck, fenced yard, nice neighborhood. KENSINGTON PLACE Mobile Home Community $1000 REBATE Spacious home with formal dining, finished basement, attached garage, fireplace, updated kitchen, central air, large lot, close to schools and shopping. Call for appointment today. Immediate occupancy. Private setting, great value, seller motivated. Open house Sunday. Excellent condition throughout, newer roof and furnace. Call agent for details. Lovely ranch with full basement, two baths, family room, deck, fenced yard, nice neighborhood. (313) 437-1703 Spacious home with formal dining, finished basement, attached garage, fireplace, updated kitchen, central air, large lot, close to schools and shopping. Call for appointment today. Immediate occupancy. Private setting, great value, seller motivated. Open house Sunday. Excellent condition throughout, newer roof and furnace. Call agent for details. Lovely ranch with full basement, two baths, family room, deck, fenced yard, nice neighborhood. 333 Northern Property For Sale Spacious home with formal dining, finished basement, attached garage, fireplace, updated kitchen, central air, large lot, close to schools and shopping. Call for appointment today. Immediate occupancy. Private setting, great value, seller motivated. Open house Sunday. Excellent condition throughout, newer roof and furnace. Call agent for details. Lovely ranch with full basement, two baths, family room, deck, fenced yard, nice neighborhood. CENTURY 21 SUBURBAN 455-5880 Spacious home with formal dining, finished basement, attached garage, fireplace, updated kitchen, central air, large lot, close to schools and shopping. Call for appointment today. Immediate occupancy. Private setting, great value, seller motivated. Open house Sunday. Excellent condition throughout, newer roof and furnace. Call agent for details. Lovely ranch with full basement, two baths, family room, deck, fenced yard, nice neighborhood. Elk Rapids (616) 264-8014 (home) Spacious home with formal dining, finished basement, attached garage, fireplace, updated kitchen, central air, large lot, close to schools and shopping. Call for appointment today. Immediate occupancy. Private setting, great value, seller motivated. Open house Sunday. Excellent condition throughout, newer roof and furnace. Call agent for details. Lovely ranch with full basement, two baths, family room, deck, fenced yard, nice neighborhood. MILFORD PINE MEADOWS Spacious home with formal dining, finished basement, attached garage, fireplace, updated kitchen, central air, large lot, close to schools and shopping. Call for appointment today. Immediate occupancy. Private setting, great value, seller motivated. Open house Sunday. Excellent condition throughout, newer roof and furnace. Call agent for details. Lovely ranch with full basement, two baths, family room, deck, fenced yard, nice neighborhood. 334 Out Of Town Property For Sale Spacious home with formal dining, finished basement, attached garage, fireplace, updated kitchen, central air, large lot, close to schools and shopping. Call for appointment today. Immediate occupancy. Private setting, great value, seller motivated. Open house Sunday. Excellent condition throughout, newer roof and furnace. Call agent for details. Lovely ranch with full basement, two baths, family room, deck, fenced yard, nice neighborhood. Thompson-Brown Spacious home with formal dining, finished basement, attached garage, fireplace, updated kitchen, central air, large lot, close to schools and shopping. Call for appointment today. Immediate occupancy. Private setting, great value, seller motivated. Open house Sunday. Excellent condition throughout, newer roof and furnace. Call agent for details. Lovely ranch with full basement, two baths, family room, deck, fenced yard, nice neighborhood. xyxy=(532,18,632,1394)
section-heading: 326 Condos xyxy=(223,20,320,31)
issue-date: Thursday, January 18, 1990 xyxy=(672,2,784,12)
listing-ad: A GREAT BUY CITY OF BLOOMFIELD HILLS xyxy=(113,533,216,561)
listing-ad: CONTINENTAL REALTY 855-0101 xyxy=(223,493,320,536)
